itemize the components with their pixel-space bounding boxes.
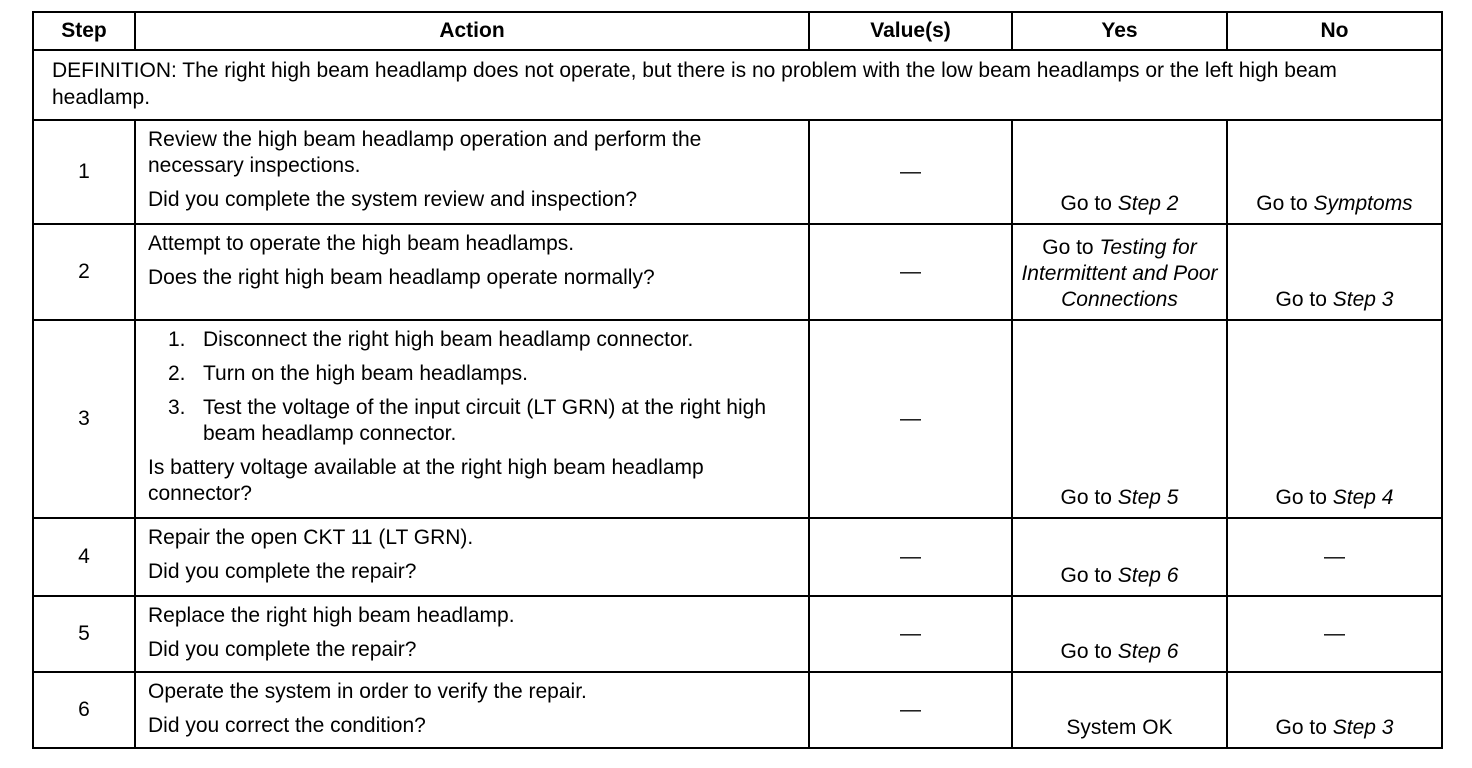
substep-text: Turn on the high beam headlamps. [203,362,528,385]
action-cell [135,320,809,518]
action-question: Did you complete the repair? [148,638,417,661]
action-text: Repair the open CKT 11 (LT GRN). [148,526,474,549]
yes-cell [1012,224,1227,320]
yes-reference: Step 5 [1117,486,1179,509]
yes-reference: Step 6 [1117,640,1179,663]
header-values: Value(s) [809,12,1012,50]
substep-text: Test the voltage of the input circuit (LT GRN) at the right high beam headlamp connector. [203,396,767,445]
no-prefix: Go to [1275,486,1333,509]
substep-item [148,327,796,353]
yes-prefix: Go to [1042,236,1100,259]
no-reference: Step 4 [1332,486,1394,509]
substep-number: 2. [168,362,186,385]
substep-text: Disconnect the right high beam headlamp connector. [203,328,694,351]
action-text: Review the high beam headlamp operation and perform the necessary inspections. [148,128,702,177]
substep-number: 3. [168,396,186,419]
yes-prefix: Go to [1060,564,1118,587]
table-row [33,224,1442,320]
no-prefix: Go to [1275,288,1333,311]
action-question: Did you complete the system review and inspection? [148,188,638,211]
action-text: Replace the right high beam headlamp. [148,604,515,627]
yes-prefix: Go to [1060,192,1118,215]
yes-cell [1012,120,1227,224]
no-prefix: Go to [1275,716,1333,739]
substep-item [148,395,796,447]
no-cell [1227,120,1442,224]
header-row [33,12,1442,50]
step-number: 3 [33,320,135,518]
table-row [33,518,1442,596]
value-cell: — [809,120,1012,224]
diagnostic-table [32,11,1443,749]
action-text: Operate the system in order to verify the repair. [148,680,587,703]
substep-number: 1. [168,328,186,351]
action-question: Does the right high beam headlamp operate normally? [148,266,655,289]
action-cell [135,224,809,320]
definition-row [33,50,1442,120]
step-number: 4 [33,518,135,596]
action-question: Is battery voltage available at the right high beam headlamp connector? [148,456,704,505]
action-cell [135,672,809,748]
action-cell [135,518,809,596]
yes-cell [1012,320,1227,518]
step-number: 2 [33,224,135,320]
value-cell: — [809,596,1012,672]
yes-reference: Step 2 [1117,192,1179,215]
step-number: 6 [33,672,135,748]
no-reference: Symptoms [1313,192,1413,215]
value-cell: — [809,672,1012,748]
header-step: Step [33,12,135,50]
yes-prefix: Go to [1060,640,1118,663]
yes-prefix: Go to [1060,486,1118,509]
action-cell [135,120,809,224]
no-cell [1227,224,1442,320]
yes-cell [1012,518,1227,596]
table-row [33,672,1442,748]
no-reference: Step 3 [1332,288,1394,311]
action-text: Attempt to operate the high beam headlamps. [148,232,575,255]
definition-text: DEFINITION: The right high beam headlamp does not operate, but there is no problem with the low beam headlamps or the left high beam headlamp. [33,50,1442,120]
no-cell [1227,672,1442,748]
step-number: 1 [33,120,135,224]
no-prefix: Go to [1256,192,1314,215]
yes-reference: Testing for Intermittent and Poor Connections [1021,236,1218,311]
step-number: 5 [33,596,135,672]
no-reference: Step 3 [1332,716,1394,739]
no-cell: — [1227,518,1442,596]
action-cell [135,596,809,672]
table-row [33,596,1442,672]
value-cell: — [809,320,1012,518]
table-row [33,320,1442,518]
no-cell [1227,320,1442,518]
action-question: Did you correct the condition? [148,714,426,737]
header-no: No [1227,12,1442,50]
value-cell: — [809,224,1012,320]
table-row [33,120,1442,224]
yes-cell [1012,596,1227,672]
substep-list [148,327,796,447]
no-cell: — [1227,596,1442,672]
value-cell: — [809,518,1012,596]
action-question: Did you complete the repair? [148,560,417,583]
yes-cell: System OK [1012,672,1227,748]
header-yes: Yes [1012,12,1227,50]
substep-item [148,361,796,387]
header-action: Action [135,12,809,50]
yes-reference: Step 6 [1117,564,1179,587]
